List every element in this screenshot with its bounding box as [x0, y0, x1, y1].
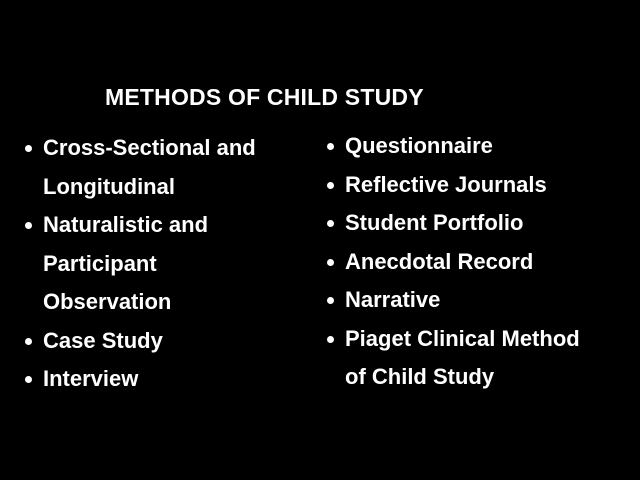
- list-item-label: Interview: [43, 366, 139, 391]
- list-item-label: Reflective Journals: [345, 171, 547, 197]
- list-item-label: Anecdotal Record: [345, 248, 534, 274]
- list-item-label: Naturalistic and Participant Observation: [43, 212, 209, 314]
- left-method-list: [43, 129, 256, 399]
- list-item-piaget-clinical-method: [345, 320, 580, 397]
- list-item-label: Cross-Sectional and Longitudinal: [43, 135, 256, 199]
- list-item-interview: [43, 360, 256, 399]
- list-item-label: Narrative: [345, 287, 441, 312]
- list-item-questionnaire: [345, 127, 580, 166]
- list-item-anecdotal-record: [345, 243, 580, 282]
- list-item-narrative: [345, 281, 580, 320]
- list-item-label: Questionnaire: [345, 133, 493, 158]
- slide-title: METHODS OF CHILD STUDY: [105, 84, 424, 110]
- list-item-reflective-journals: [345, 166, 580, 205]
- list-item-naturalistic: [43, 206, 256, 322]
- list-item-label: Case Study: [43, 327, 163, 353]
- list-item-student-portfolio: [345, 204, 580, 243]
- list-item-case-study: [43, 322, 256, 361]
- right-method-list: [345, 127, 580, 397]
- list-item-label: Student Portfolio: [345, 210, 524, 235]
- list-item-label: Piaget Clinical Method of Child Study: [345, 325, 580, 389]
- list-item-cross-sectional: [43, 129, 256, 206]
